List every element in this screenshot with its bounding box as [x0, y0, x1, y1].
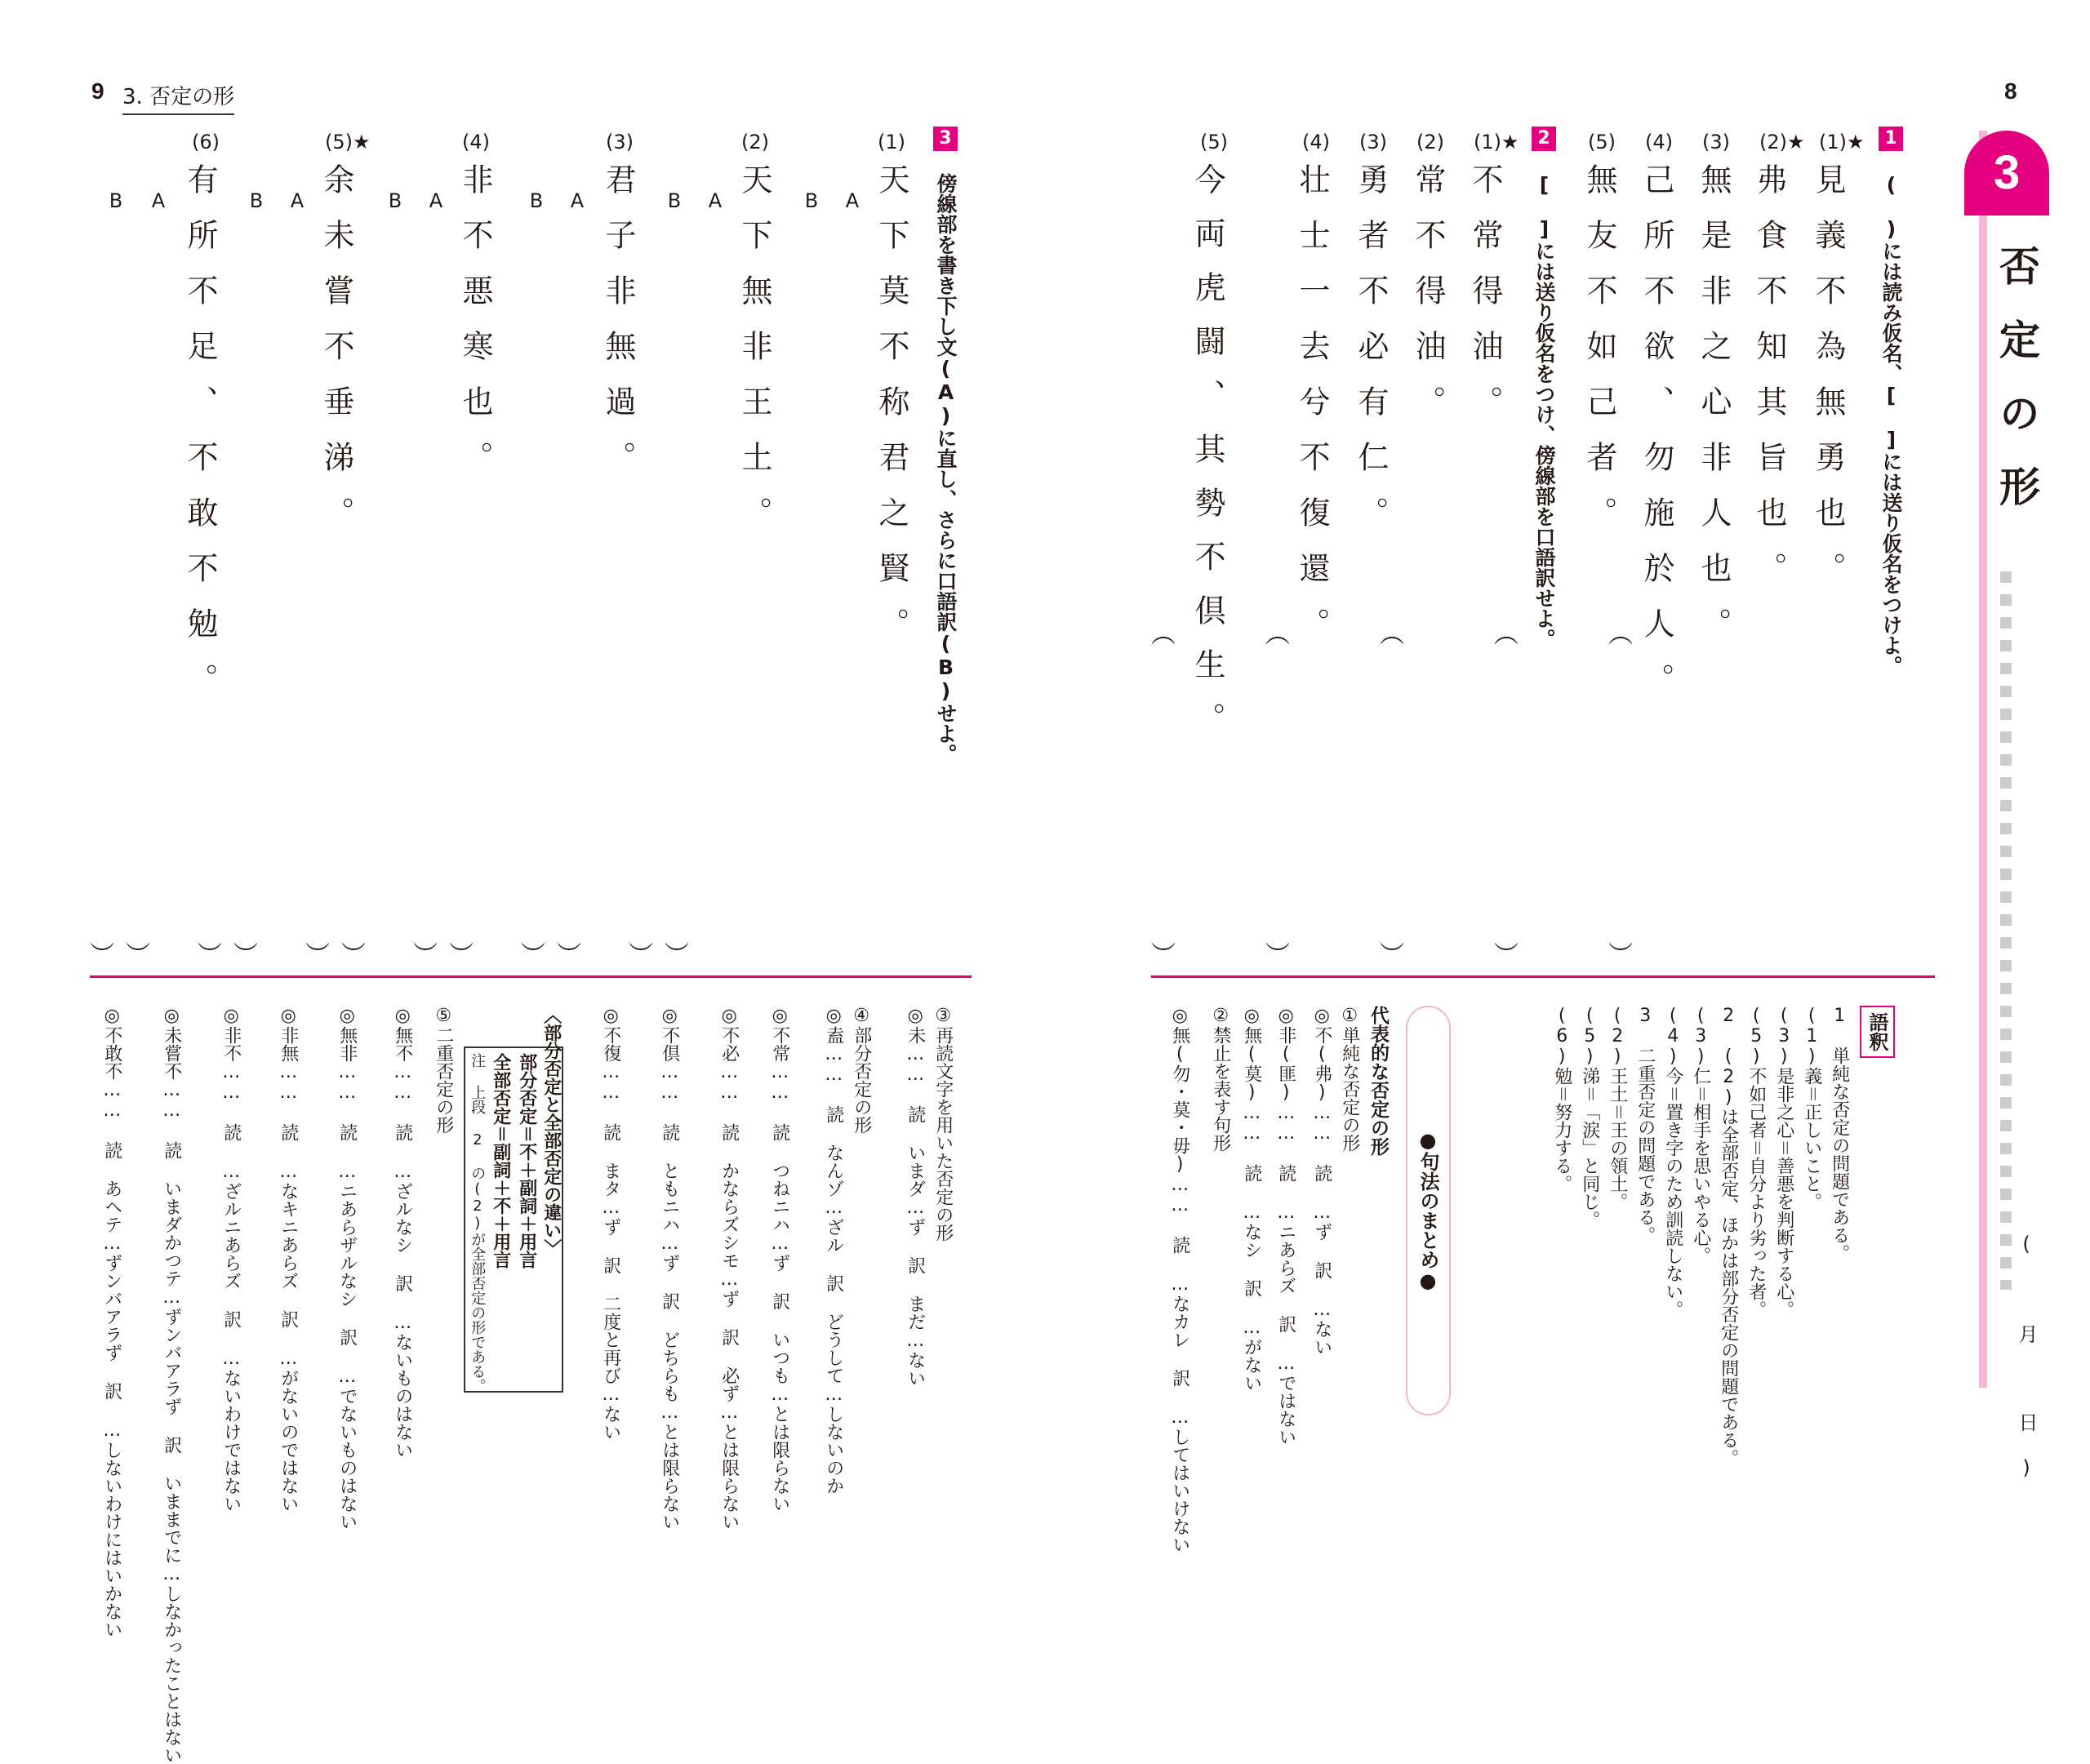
grammar-summary-heading: 代表的な否定の形	[1367, 1006, 1389, 1156]
q3-item-5-b: B	[245, 189, 268, 212]
summary-line-15: ◎非無…… 読 …なキニあらズ 訳 …がないのではない	[278, 1006, 299, 1513]
summary-line-17: ◎未嘗不…… 読 いまダかつテ…ずンバアラず 訳 いままでに…しなかったことはない	[161, 1006, 182, 1764]
q2-item-1-number: (1)★	[1474, 131, 1519, 153]
q3-item-5-a: A	[286, 189, 309, 212]
divider-right	[1151, 975, 1935, 978]
vocab-line-5: 2 (2)は全部否定、ほかは部分否定の問題である。	[1718, 1006, 1739, 1467]
q3-item-5-text: 余未嘗不垂涕。	[318, 163, 354, 552]
grammar-line-3: ◎非(匪)…… 読 …ニあらズ 訳 …ではない	[1275, 1006, 1296, 1446]
q1-item-1-text: 見義不為無勇也。	[1810, 163, 1846, 607]
q3-item-3-b: B	[525, 189, 548, 212]
answer-blanks-right-top: ︵ ︵ ︵ ︵ ︵	[1151, 620, 1665, 649]
q1-item-5-number: (5)	[1588, 131, 1616, 153]
answer-blanks-right-bottom: ︶ ︶ ︶ ︶ ︶	[1151, 941, 1665, 970]
q2-item-5-text: 今両虎闘、其勢不倶生。	[1190, 163, 1225, 756]
summary-line-4: ◎盍…… 読 なんゾ…ざル 訳 どうして…しないのか	[823, 1006, 844, 1495]
summary-line-2: ◎未…… 読 いまダ…ず 訳 まだ…ない	[905, 1006, 926, 1387]
vocab-line-3: (3)是非之心＝善悪を判断する心。	[1773, 1006, 1794, 1318]
q1-item-3-number: (3)	[1702, 131, 1730, 153]
question1-label: 1	[1879, 127, 1903, 151]
q1-item-4-text: 己所不欲、勿施於人。	[1639, 163, 1674, 718]
q3-item-1-a: A	[841, 189, 864, 212]
grammar-line-1: ①単純な否定の形	[1339, 1006, 1360, 1152]
summary-line-12: ⑤二重否定の形	[433, 1006, 454, 1134]
q3-item-4-a: A	[425, 189, 447, 212]
q3-item-5-number: (5)★	[325, 131, 371, 153]
page-number-right: 8	[2004, 78, 2017, 104]
q2-item-3-text: 勇者不必有仁。	[1353, 163, 1389, 552]
q3-item-2-number: (2)	[741, 131, 769, 153]
answer-blanks-left: ︶︶ ︶︶ ︶︶ ︶︶ ︶︶ ︶︶	[90, 941, 700, 970]
q3-item-4-number: (4)	[462, 131, 490, 153]
q3-item-3-number: (3)	[606, 131, 634, 153]
q3-item-1-b: B	[800, 189, 823, 212]
vocab-line-1: 1 単純な否定の問題である。	[1829, 1006, 1850, 1262]
q2-item-3-number: (3)	[1359, 131, 1387, 153]
q3-item-6-b: B	[104, 189, 127, 212]
chapter-tab-line	[1979, 131, 1987, 1388]
q3-item-3-text: 君子非無過。	[600, 163, 636, 496]
vocab-line-10: (5)涕＝「涙」と同じ。	[1579, 1006, 1600, 1229]
summary-line-13: ◎無不…… 読 …ざルなシ 訳 …ないものはない	[392, 1006, 413, 1459]
running-head: 3. 否定の形	[122, 80, 234, 115]
summary-line-5: ◎不常…… 読 つねニハ…ず 訳 いつも…とは限らない	[769, 1006, 790, 1513]
question3-instruction: 傍線部を書き下し文(A)に直し、さらに口語訳(B)せよ。	[934, 173, 958, 764]
vocab-heading: 語釈	[1860, 1006, 1895, 1058]
summary-line-8: ◎不復…… 読 まタ…ず 訳 二度と再び…ない	[600, 1006, 621, 1441]
q2-item-2-number: (2)	[1416, 131, 1444, 153]
vocab-line-2: (1)義＝正しいこと。	[1801, 1006, 1822, 1211]
q1-item-5-text: 無友不如己者。	[1581, 163, 1617, 552]
q3-item-2-b: B	[663, 189, 686, 212]
q3-item-2-text: 天下無非王土。	[736, 163, 772, 552]
q3-item-6-number: (6)	[192, 131, 220, 153]
vocab-line-4: (5)不如己者＝自分より劣った者。	[1745, 1006, 1767, 1318]
grammar-summary-banner: ●句法のまとめ●	[1406, 1006, 1451, 1415]
grammar-line-4: ◎無(莫)…… 読 …なシ 訳 …がない	[1241, 1006, 1262, 1392]
q3-item-1-number: (1)	[878, 131, 905, 153]
vocab-line-8: 3 二重否定の問題である。	[1634, 1006, 1656, 1244]
question3-label: 3	[933, 127, 958, 151]
vocab-line-7: (4)今＝置き字のため訓読しない。	[1662, 1006, 1683, 1318]
q2-item-1-text: 不常得油。	[1467, 163, 1503, 441]
q2-item-4-number: (4)	[1302, 131, 1330, 153]
summary-line-9: 〈部分否定と全部否定の違い〉	[540, 1006, 562, 1257]
question2-label: 2	[1532, 127, 1556, 151]
summary-line-16: ◎非不…… 読 …ざルニあらズ 訳 …ないわけではない	[220, 1006, 242, 1513]
grammar-line-5: ②禁止を表す句形	[1210, 1006, 1231, 1152]
summary-line-7: ◎不倶…… 読 ともニハ…ず 訳 どちらも…とは限らない	[659, 1006, 680, 1531]
vocab-line-6: (3)仁＝相手を思いやる心。	[1690, 1006, 1711, 1264]
summary-line-3: ④部分否定の形	[851, 1006, 872, 1134]
q2-item-4-text: 壮士一去兮不復還。	[1294, 163, 1330, 663]
question1-instruction: ( )には読み仮名、[ ]には送り仮名をつけよ。	[1879, 173, 1903, 676]
summary-line-6: ◎不必…… 読 かならズシモ…ず 訳 必ず…とは限らない	[718, 1006, 740, 1531]
q3-item-4-text: 非不悪寒也。	[457, 163, 493, 496]
q3-item-2-a: A	[704, 189, 727, 212]
vocab-line-9: (2)王土＝王の領土。	[1607, 1006, 1628, 1211]
summary-line-10: 部分否定＝不＋副詞＋用言	[516, 1053, 537, 1269]
q3-item-4-b: B	[384, 189, 407, 212]
q1-item-4-number: (4)	[1645, 131, 1673, 153]
grammar-line-2: ◎不(弗)…… 読 …ず 訳 …ない	[1311, 1006, 1332, 1356]
q1-item-2-text: 弗食不知其旨也。	[1751, 163, 1787, 607]
chapter-tab-dots	[2000, 571, 2012, 1290]
summary-line-11: 全部否定＝副詞＋不＋用言	[490, 1053, 511, 1269]
q3-item-1-text: 天下莫不称君之賢。	[874, 163, 909, 663]
question3-header	[931, 127, 960, 764]
summary-line-1: ③再読文字を用いた否定の形	[932, 1006, 954, 1242]
q3-item-6-text: 有所不足、不敢不勉。	[182, 163, 218, 718]
q1-item-1-number: (1)★	[1819, 131, 1865, 153]
q2-item-2-text: 常不得油。	[1410, 163, 1446, 441]
question2-instruction: [ ]には送り仮名をつけ、傍線部を口語訳せよ。	[1532, 173, 1556, 649]
grammar-line-6: ◎無(勿・莫・毋)…… 読 …なカレ 訳 …してはいけない	[1169, 1006, 1190, 1553]
q1-item-2-number: (2)★	[1759, 131, 1805, 153]
question1-header	[1876, 127, 1905, 676]
page-number-left: 9	[91, 78, 104, 104]
vocab-line-11: (6)勉＝努力する。	[1551, 1006, 1572, 1193]
q1-item-3-text: 無是非之心非人也。	[1696, 163, 1732, 663]
date-field[interactable]: ( 月 日)	[2015, 1233, 2038, 1504]
summary-line-14: ◎無非…… 読 …ニあらザルなシ 訳 …でないものはない	[336, 1006, 358, 1531]
chapter-title: 否定の形	[1993, 245, 2040, 539]
summary-line-18: ◎不敢不…… 読 あヘテ…ずンバアラず 訳 …しないわけにはいかない	[101, 1006, 122, 1638]
summary-note: 注 上段 2 の(2)が全部否定の形である。	[469, 1053, 487, 1393]
q2-item-5-number: (5)	[1200, 131, 1228, 153]
q3-item-6-a: A	[147, 189, 170, 212]
divider-left	[90, 975, 972, 978]
q3-item-3-a: A	[566, 189, 589, 212]
question2-header	[1529, 127, 1559, 649]
chapter-number-badge: 3	[1964, 131, 2049, 216]
